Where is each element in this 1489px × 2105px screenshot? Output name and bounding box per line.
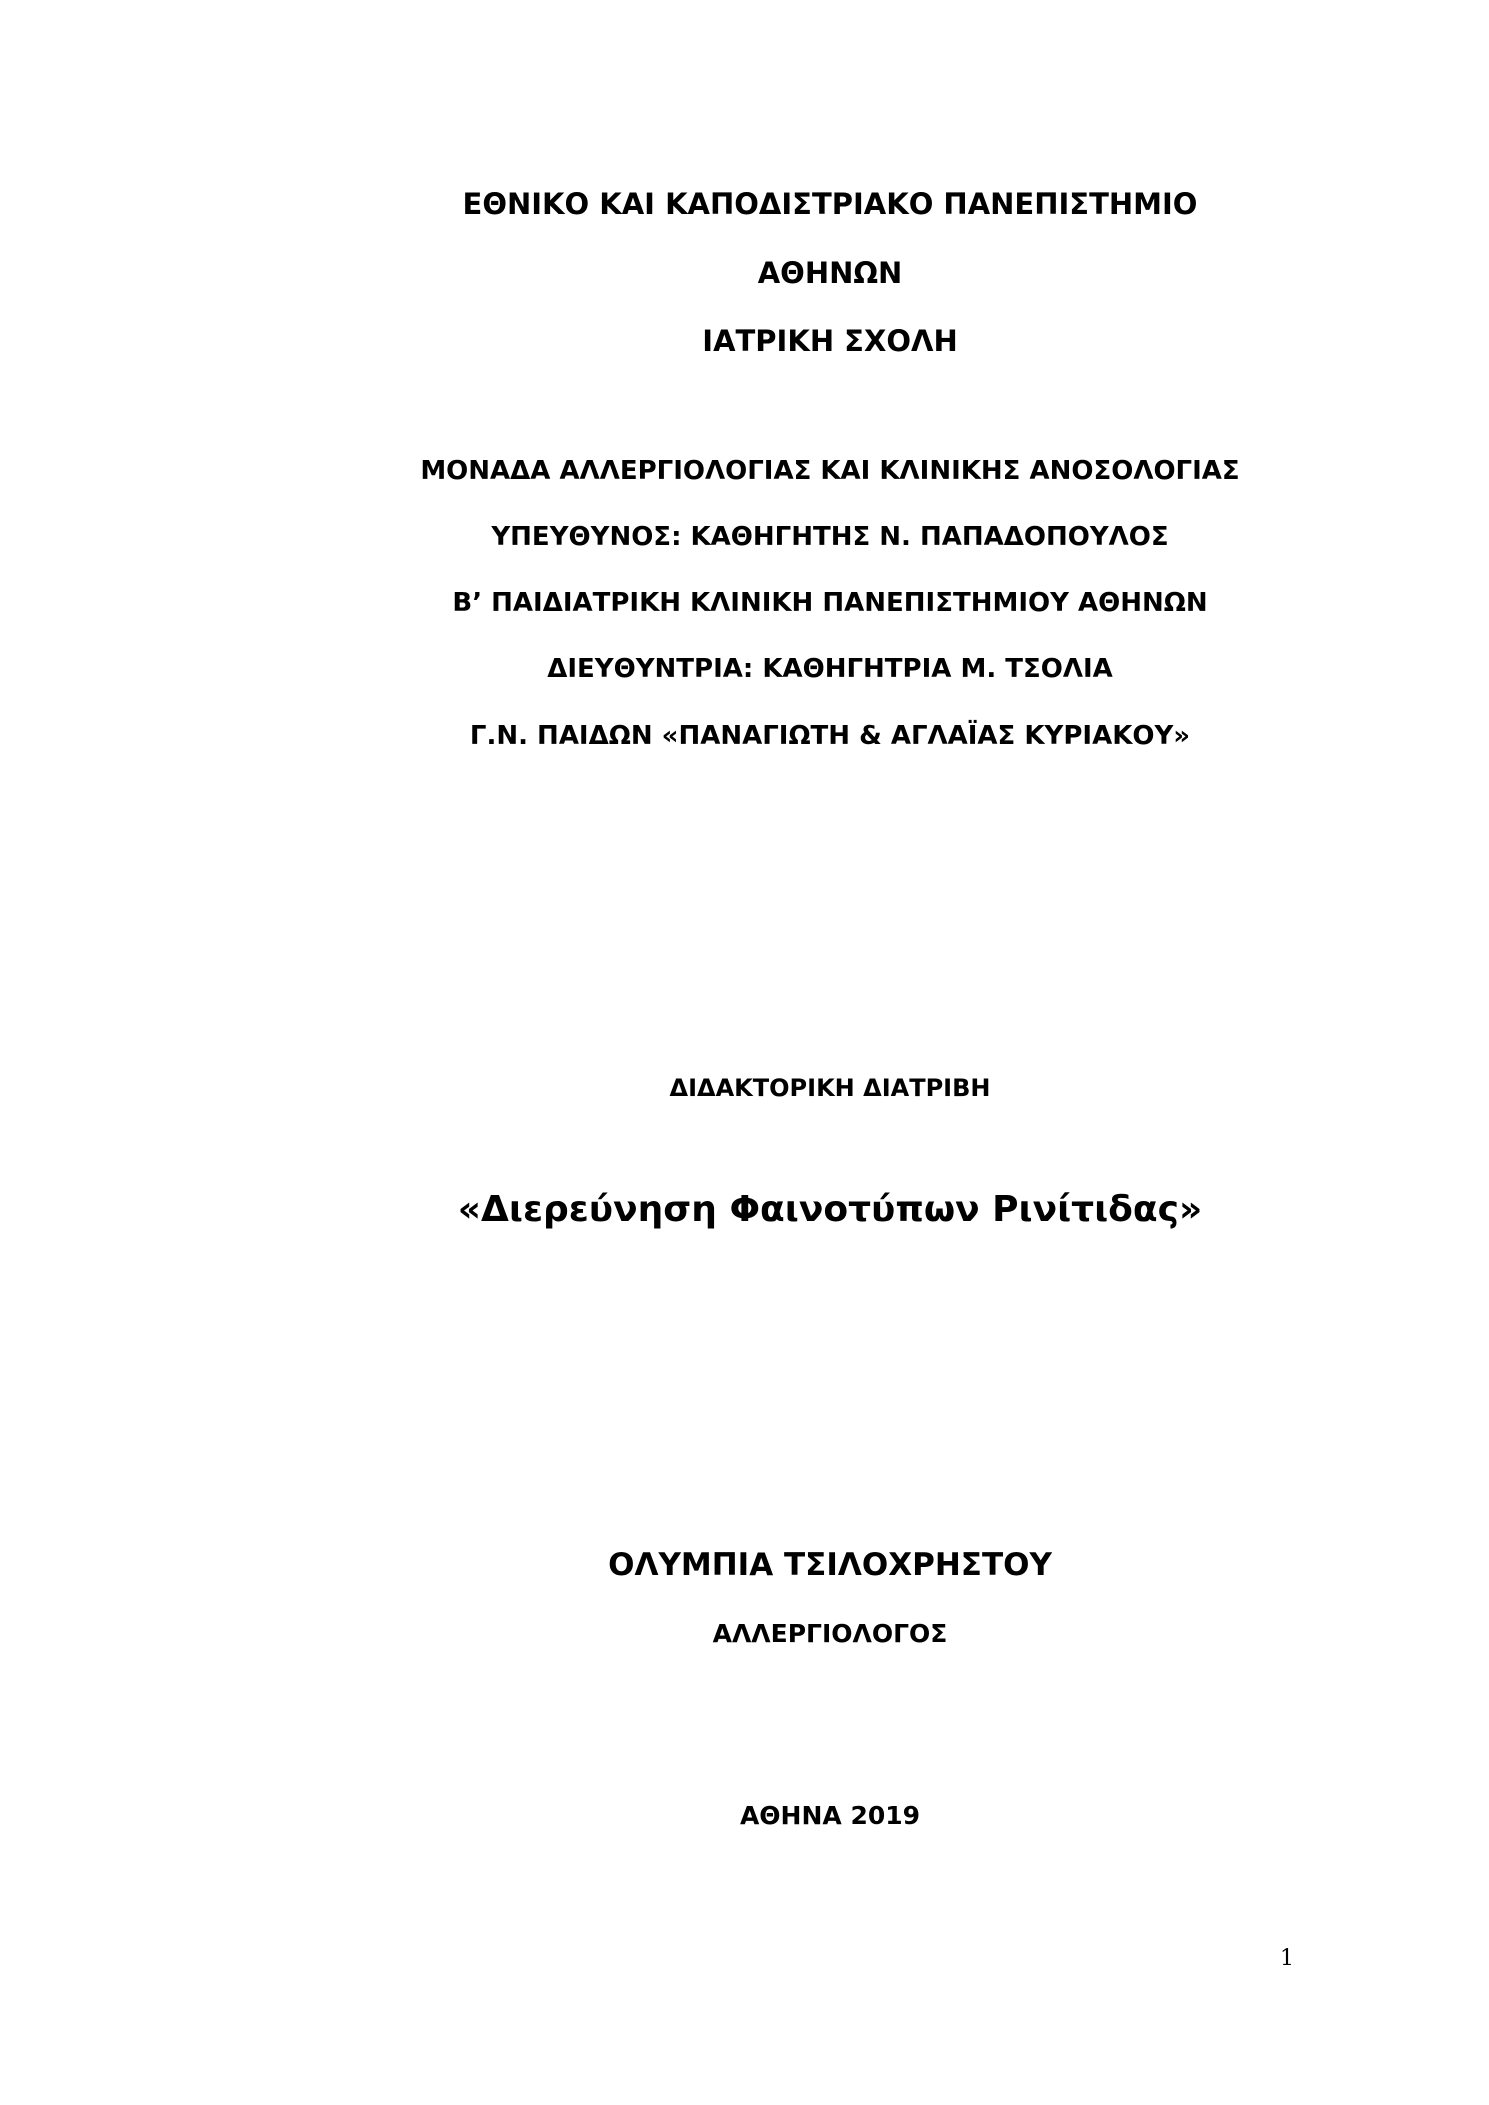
university-name-line2: ΑΘΗΝΩΝ [757,256,903,290]
university-name-line1: ΕΘΝΙΚΟ ΚΑΙ ΚΑΠΟΔΙΣΤΡΙΑΚΟ ΠΑΝΕΠΙΣΤΗΜΙΟ [462,187,1198,221]
clinic-name: Β’ ΠΑΙΔΙΑΤΡΙΚΗ ΚΛΙΝΙΚΗ ΠΑΝΕΠΙΣΤΗΜΙΟΥ ΑΘΗΝΩΝ [452,588,1208,618]
clinic-director: ΔΙΕΥΘΥΝΤΡΙΑ: ΚΑΘΗΓΗΤΡΙΑ Μ. ΤΣΟΛΙΑ [547,654,1113,684]
document-type: ΔΙΔΑΚΤΟΡΙΚΗ ΔΙΑΤΡΙΒΗ [669,1074,991,1102]
document-title: «Διερεύνηση Φαινοτύπων Ρινίτιδας» [457,1189,1203,1230]
author-name: ΟΛΥΜΠΙΑ ΤΣΙΛΟΧΡΗΣΤΟΥ [608,1547,1052,1583]
school-name: ΙΑΤΡΙΚΗ ΣΧΟΛΗ [702,324,958,358]
department-head: ΥΠΕΥΘΥΝΟΣ: ΚΑΘΗΓΗΤΗΣ Ν. ΠΑΠΑΔΟΠΟΥΛΟΣ [491,522,1169,552]
department-unit: ΜΟΝΑΔΑ ΑΛΛΕΡΓΙΟΛΟΓΙΑΣ ΚΑΙ ΚΛΙΝΙΚΗΣ ΑΝΟΣΟΛΟΓΙΑΣ [420,456,1240,486]
author-role: ΑΛΛΕΡΓΙΟΛΟΓΟΣ [712,1619,948,1648]
page-number: 1 [1280,1946,1294,1971]
hospital-name: Γ.Ν. ΠΑΙΔΩΝ «ΠΑΝΑΓΙΩΤΗ & ΑΓΛΑΪΑΣ ΚΥΡΙΑΚΟΥ» [469,721,1191,751]
place-year: ΑΘΗΝΑ 2019 [739,1801,921,1830]
